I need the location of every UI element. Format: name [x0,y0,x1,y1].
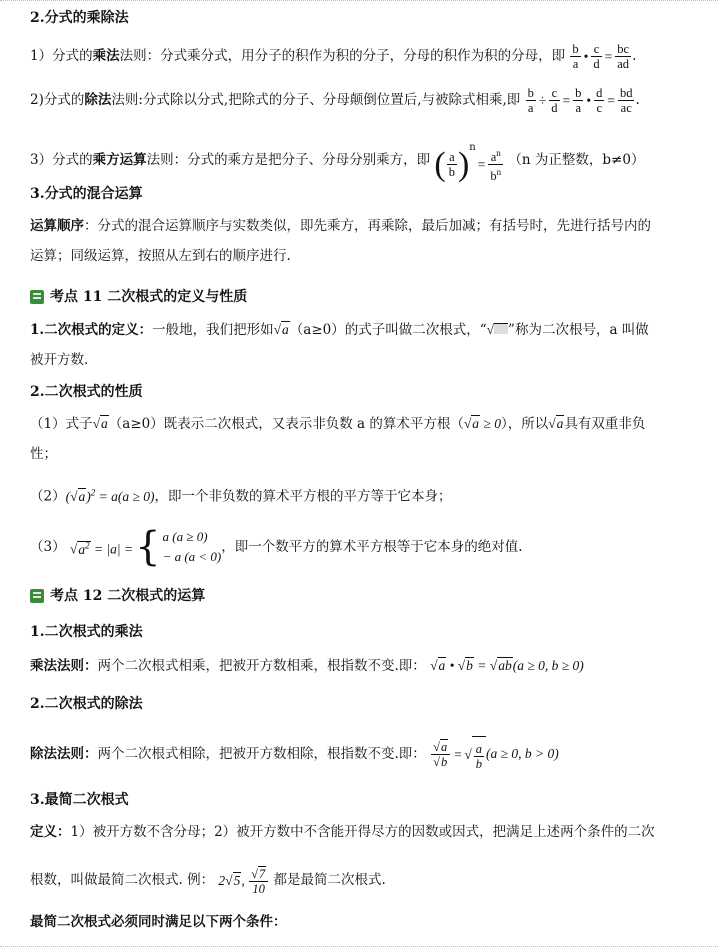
simplest-radical-definition-1: 定义：1）被开方数不含分母；2）被开方数中不含能开得尽方的因数或因式，把满足上述两个条件的二次 [30,824,655,840]
mixed-operations-text-2: 运算；同级运算，按照从左到右的顺序进行. [30,248,291,264]
top-border [0,0,718,3]
section-title-fraction-mul-div: 2.分式的乘除法 [30,10,129,26]
formula-radical-multiplication: √a • √b = √ab(a ≥ 0, b ≥ 0) [430,658,584,673]
radical-properties-title: 2.二次根式的性质 [30,384,143,400]
rule-fraction-division: 2)分式的除法法则:分式除以分式,把除式的分子、分母颠倒位置后,与被除式相乘,即 $\frac{b}{a}$ ÷ $\frac{c}{d}$ = $\frac{b}{a}$ • $\frac{d}{c}$ = $\frac{bd}{ac}$ . [30,86,640,115]
rule-fraction-power: 3）分式的乘方运算法则：分式的乘方是把分子、分母分别乘方，即 ( $\frac{a}{b}$ )$^n$= $\frac{a^n}{b^n}$ （n 为正整数，b≠0） [30,138,698,183]
section-title-mixed-operations: 3.分式的混合运算 [30,186,143,202]
formula-simplest-examples: 2√5, $\frac{√7}{10}$ [218,863,269,899]
radical-multiplication-rule: 乘法法则：两个二次根式相乘，把被开方数相乘，根指数不变.即： √a • √b = √ab(a ≥ 0, b ≥ 0) [30,658,584,674]
property-3: （3） $√a^2 = |a|$ ={ a (a ≥ 0) − a (a < 0) ，即一个数平方的算术平方根等于它本身的绝对值. [30,524,523,571]
formula-fraction-power: ( $\frac{a}{b}$ )$^n$= $\frac{a^n}{b^n}$ [434,142,502,184]
radical-definition-line-2: 被开方数. [30,352,89,368]
formula-fraction-division: $\frac{b}{a}$ ÷ $\frac{c}{d}$ = $\frac{b}{a}$ • $\frac{d}{c}$ = $\frac{bd}{ac}$ . [527,86,640,115]
formula-radical-division: $\frac{√a}{√b}$ = √ $\frac{a}{b}$ (a ≥ 0, b > 0) [430,736,559,773]
property-1-line-1: （1）式子√a（a≥0）既表示二次根式，又表示非负数 a 的算术平方根（√a ≥ 0），所以√a具有双重非负 [30,416,646,432]
radical-definition-line-1: 1.二次根式的定义：一般地，我们把形如√a（a≥0）的式子叫做二次根式，“√ ”称为二次根号，a 叫做 [30,322,649,338]
simplest-radical-title: 3.最简二次根式 [30,792,129,808]
radical-multiplication-title: 1.二次根式的乘法 [30,624,143,640]
topic-11-heading: 考点 11 二次根式的定义与性质 [30,287,698,307]
simplest-radical-conditions: 最简二次根式必须同时满足以下两个条件： [30,914,287,930]
book-icon [30,589,44,603]
formula-fraction-multiplication: $\frac{b}{a}$ • $\frac{c}{d}$ = $\frac{bc}{ad}$ . [572,42,637,71]
radical-division-title: 2.二次根式的除法 [30,696,143,712]
simplest-radical-definition-2: 根数，叫做最简二次根式. 例： 2√5, $\frac{√7}{10}$ 都是最简二次根式. [30,862,698,898]
mixed-operations-text-1: 运算顺序：分式的混合运算顺序与实数类似，即先乘方，再乘除，最后加减；有括号时，先进行括号内的 [30,218,651,234]
book-icon [30,290,44,304]
bottom-border [0,946,718,947]
radical-division-rule: 除法法则：两个二次根式相除，把被开方数相除，根指数不变.即： $\frac{√a}{√b}$ = √ $\frac{a}{b}$ (a ≥ 0, b > 0) [30,736,698,772]
property-1-line-2: 性； [30,446,57,462]
topic-12-heading: 考点 12 二次根式的运算 [30,586,698,606]
rule-fraction-multiplication: 1）分式的乘法法则：分式乘分式，用分子的积作为积的分子，分母的积作为积的分母，即 $\frac{b}{a}$ • $\frac{c}{d}$ = $\frac{bc}{ad}$ . [30,42,637,71]
property-2: $(2)(√a)^2 = a(a \ge 0)$，即一个非负数的算术平方根的平方等于它本身； [30,487,452,505]
